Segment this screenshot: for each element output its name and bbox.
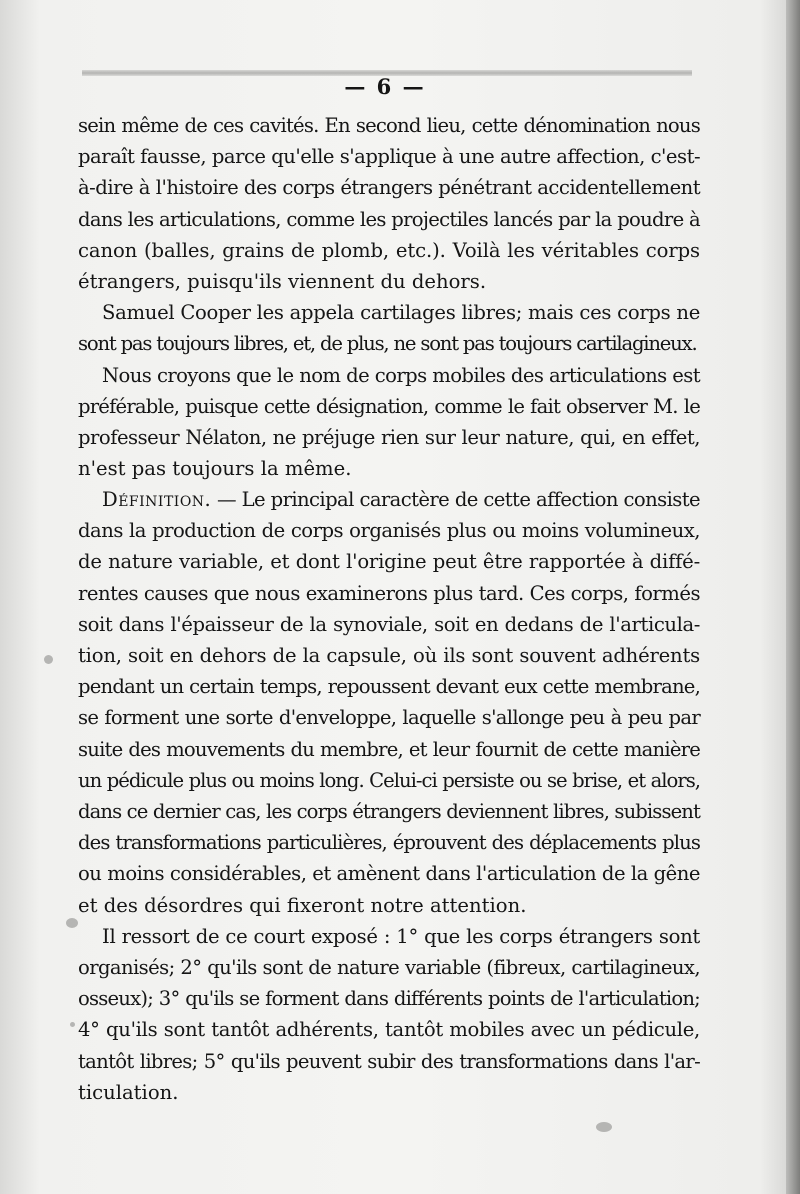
page-edge-shadow <box>786 0 800 1194</box>
text-line: se forment une sorte d'enveloppe, laquelle s'allonge peu à peu par <box>78 706 700 730</box>
text-line: tantôt libres; 5° qu'ils peuvent subir des transformations dans l'ar- <box>78 1049 700 1073</box>
text-block-introduction <box>78 110 700 484</box>
text-line: paraît fausse, parce qu'elle s'applique à une autre affection, c'est- <box>78 145 701 169</box>
text-line: un pédicule plus ou moins long. Celui-ci persiste ou se brise, et alors, <box>78 768 700 792</box>
text-line: soit dans l'épaisseur de la synoviale, soit en dedans de l'articula- <box>78 612 700 636</box>
text-line: et des désordres qui fixeront notre attention. <box>78 893 527 917</box>
text-line: sont pas toujours libres, et, de plus, ne sont pas toujours cartilagineux. <box>78 332 697 356</box>
text-line: 4° qu'ils sont tantôt adhérents, tantôt mobiles avec un pédicule, <box>78 1018 700 1042</box>
text-line: sein même de ces cavités. En second lieu, cette dénomination nous <box>78 114 700 137</box>
text-line: professeur Nélaton, ne préjuge rien sur leur nature, qui, en effet, <box>78 426 700 450</box>
text-line: de nature variable, et dont l'origine peut être rapportée à diffé- <box>78 550 700 574</box>
text-line: dans ce dernier cas, les corps étrangers deviennent libres, subissent <box>78 800 700 824</box>
definition-heading: Définition. <box>102 488 212 511</box>
text-line: suite des mouvements du membre, et leur fournit de cette manière <box>78 737 700 761</box>
ink-speck <box>66 918 78 928</box>
text-line: n'est pas toujours la même. <box>78 457 352 481</box>
text-line: dans la production de corps organisés plus ou moins volumineux, <box>78 519 700 543</box>
text-line: Il ressort de ce court exposé : 1° que les corps étrangers sont <box>102 924 700 948</box>
text-line: dans les articulations, comme les projectiles lancés par la poudre à <box>78 207 700 231</box>
text-line: Samuel Cooper les appela cartilages libres; mais ces corps ne <box>102 301 700 325</box>
ink-speck <box>44 655 53 664</box>
ink-speck <box>70 1022 75 1027</box>
text-line: canon (balles, grains de plomb, etc.). Voilà les véritables corps <box>78 238 700 262</box>
text-line: préférable, puisque cette désignation, comme le fait observer M. le <box>78 394 700 418</box>
text-line: tion, soit en dehors de la capsule, où ils sont souvent adhérents <box>78 644 700 668</box>
definition-first-line-text: — Le principal caractère de cette affection consiste <box>211 488 700 511</box>
text-line: pendant un certain temps, repoussent devant eux cette membrane, <box>78 675 700 699</box>
text-block-definition <box>78 484 700 1108</box>
text-line: osseux); 3° qu'ils se forment dans différents points de l'articulation; <box>78 987 700 1011</box>
text-line: ou moins considérables, et amènent dans l'articulation de la gêne <box>78 862 700 886</box>
page-number: — 6 — <box>344 74 426 99</box>
text-line: rentes causes que nous examinerons plus tard. Ces corps, formés <box>78 581 700 605</box>
definition-first-line <box>78 484 700 515</box>
text-line: Nous croyons que le nom de corps mobiles des articulations est <box>102 363 700 387</box>
text-line: des transformations particulières, éprouvent des déplacements plus <box>78 831 700 855</box>
text-line: étrangers, puisqu'ils viennent du dehors. <box>78 270 487 294</box>
text-line: à-dire à l'histoire des corps étrangers pénétrant accidentellement <box>78 176 701 200</box>
text-line: organisés; 2° qu'ils sont de nature variable (fibreux, cartilagineux, <box>78 956 700 980</box>
ink-speck <box>596 1122 612 1132</box>
text-line: ticulation. <box>78 1080 179 1104</box>
